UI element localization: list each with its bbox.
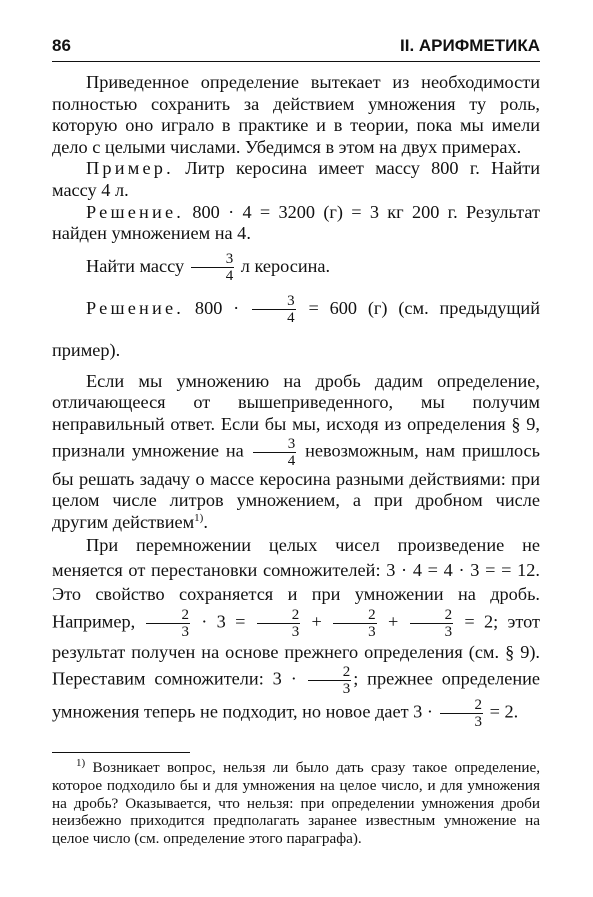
fraction-numerator: 2 [257, 607, 301, 624]
footnote-paragraph [52, 759, 540, 847]
fraction [440, 697, 484, 730]
fraction-denominator: 3 [342, 681, 351, 698]
para3-text: При перемножении целых чисел произведение не меняется от перестановки сомножителей: 3 · 4 = 4 · 3 = = 12. Это свойство сохраняется и при умножении на дробь. Например, [52, 535, 540, 632]
fraction-denominator: 4 [287, 452, 296, 469]
task-paragraph [52, 245, 540, 287]
solution-label: Решение. [86, 201, 185, 222]
para3-text: ; прежнее определение умножения теперь не подходит, но новое дает 3 · [52, 669, 540, 723]
para3-text: + [378, 611, 408, 632]
fraction-numerator: 3 [253, 436, 297, 453]
fraction-denominator: 3 [291, 623, 300, 640]
para3-text: + [302, 611, 332, 632]
running-header [52, 36, 540, 62]
paragraph-commutativity [52, 533, 540, 730]
fraction-denominator: 4 [287, 310, 295, 327]
page-number: 86 [52, 36, 71, 55]
example-text: Литр керосина имеет массу 800 г. Найти массу 4 л. [52, 158, 540, 200]
para2-text-end: . [203, 511, 208, 532]
fraction [252, 293, 296, 326]
section-title: II. АРИФМЕТИКА [400, 36, 540, 55]
fraction [257, 607, 301, 640]
fraction [308, 664, 352, 697]
paragraph-intro: Приведенное определение вытекает из необходимости полностью сохранить за действием умножения ту роль, которую оно играло в практике и в теории, пока мы имели дело с целыми числами. Убедимся в этом на двух примерах. [52, 72, 540, 157]
para2-text-before: Если мы умножению на дробь дадим определение, отличающееся от вышеприведенного, мы получим неправильный ответ. Если бы мы, исходя из определения § 9, признали умножение на [52, 370, 540, 461]
fraction-numerator: 3 [191, 251, 235, 268]
paragraph-definition [52, 371, 540, 534]
footnote-mark: 1) [76, 757, 86, 770]
example-label: Пример. [86, 158, 174, 179]
fraction-numerator: 2 [308, 664, 352, 681]
fraction-denominator: 3 [474, 714, 483, 731]
fraction-denominator: 3 [444, 623, 453, 640]
task-text-before: Найти массу [86, 255, 189, 276]
solution-label: Решение. [86, 297, 185, 318]
fraction-numerator: 2 [440, 697, 484, 714]
solution2-paragraph [52, 287, 540, 371]
solution2-text-before: 800 · [184, 297, 251, 318]
fraction [333, 607, 377, 640]
example-paragraph [52, 158, 540, 201]
fraction-numerator: 3 [252, 293, 296, 310]
fraction-denominator: 3 [181, 623, 189, 640]
fraction-numerator: 2 [410, 607, 454, 624]
main-text [52, 72, 540, 730]
solution-paragraph [52, 202, 540, 245]
footnote-divider [52, 752, 190, 753]
book-page [52, 36, 540, 847]
footnote [52, 759, 540, 847]
fraction [410, 607, 454, 640]
para3-text: · 3 = [191, 611, 255, 632]
fraction-numerator: 2 [333, 607, 377, 624]
fraction [191, 251, 235, 284]
fraction-denominator: 3 [368, 623, 376, 640]
fraction-denominator: 4 [225, 268, 234, 285]
fraction [146, 607, 190, 640]
para3-text: = 2. [485, 702, 519, 723]
para3-text: = 2; этот результат получен на основе прежнего определения (см. § 9). Переставим сомножители: 3 · [52, 611, 540, 690]
fraction-numerator: 2 [146, 607, 190, 624]
footnote-text: Возникает вопрос, нельзя ли было дать сразу такое определение, которое подходило бы и для умножения на целое число, и для умножения на дробь? Оказывается, что нельзя: при определении умножения дроби неизбежно приходится предполагать заранее известным умножение на целое число (см. определение этого параграфа). [52, 759, 540, 847]
para2-text-after: невозможным, нам пришлось бы решать задачу о массе керосина разными действиями: при целом числе литров умножением, а при дробном числе другим действием [52, 440, 541, 532]
task-text-after: л керосина. [236, 255, 331, 276]
footnote-reference[interactable]: 1) [194, 511, 204, 524]
solution2-text-after: = 600 (г) (см. предыдущий пример). [52, 297, 540, 360]
solution-text: 800 · 4 = 3200 (г) = 3 кг 200 г. Результат найден умножением на 4. [52, 201, 540, 244]
fraction [253, 436, 297, 469]
